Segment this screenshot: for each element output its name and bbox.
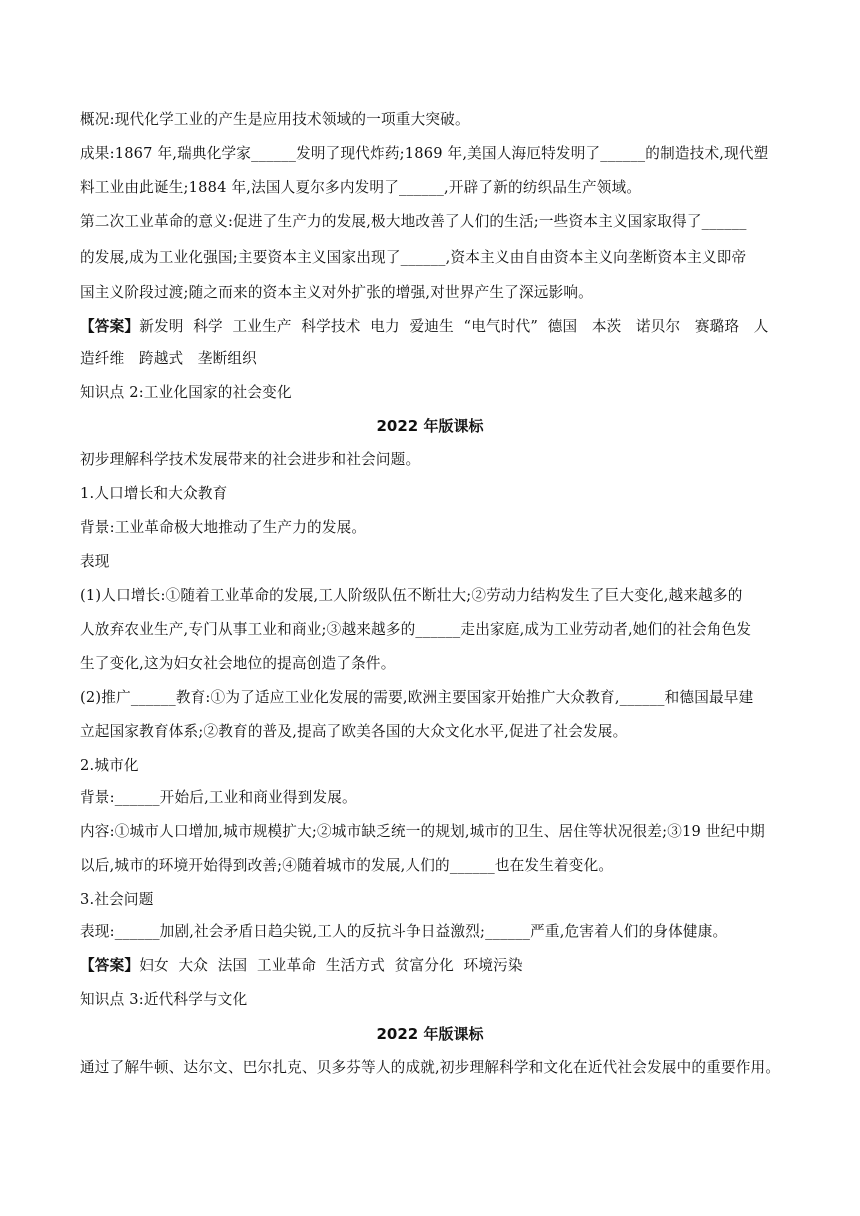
significance-line-1: 第二次工业革命的意义:促进了生产力的发展,极大地改善了人们的生活;一些资本主义国家取得了______ bbox=[80, 213, 747, 230]
overview-line: 概况:现代化学工业的产生是应用技术领域的一项重大突破。 bbox=[80, 111, 470, 128]
subheading-population: 1.人口增长和大众教育 bbox=[80, 485, 228, 502]
results-line-2: 料工业由此诞生;1884 年,法国人夏尔多内发明了______,开辟了新的纺织品生产领域。 bbox=[80, 179, 642, 196]
significance-line-2: 的发展,成为工业化强国;主要资本主义国家出现了______,资本主义由自由资本主义向垄断资本主义即帝 bbox=[80, 249, 747, 266]
results-line-1: 成果:1867 年,瑞典化学家______发明了现代炸药;1869 年,美国人海厄特发明了______的制造技术,现代塑 bbox=[80, 145, 769, 162]
background-line-1: 背景:工业革命极大地推动了生产力的发展。 bbox=[80, 519, 367, 536]
education-line-2: 立起国家教育体系;②教育的普及,提高了欧美各国的大众文化水平,促进了社会发展。 bbox=[80, 723, 628, 740]
section-heading-1: 2022 年版课标 bbox=[376, 417, 484, 435]
significance-line-3: 国主义阶段过渡;随之而来的资本主义对外扩张的增强,对世界产生了深远影响。 bbox=[80, 284, 593, 301]
answer-line-1 bbox=[80, 317, 769, 337]
answer-line-2: 造纤维 跨越式 垄断组织 bbox=[80, 350, 257, 367]
answer-text: 妇女 大众 法国 工业革命 生活方式 贫富分化 环境污染 bbox=[139, 957, 523, 974]
performance-label: 表现 bbox=[80, 553, 110, 570]
subheading-urbanization: 2.城市化 bbox=[80, 757, 139, 774]
answer-tag: 【答案】 bbox=[80, 957, 140, 974]
population-line-3: 生了变化,这为妇女社会地位的提高创造了条件。 bbox=[80, 655, 396, 672]
answer-line-3 bbox=[80, 956, 523, 976]
knowledge-point-2: 知识点 2:工业化国家的社会变化 bbox=[80, 384, 292, 401]
population-line-2: 人放弃农业生产,专门从事工业和商业;③越来越多的______走出家庭,成为工业劳动者,她们的社会角色发 bbox=[80, 621, 752, 638]
standard-line-1: 初步理解科学技术发展带来的社会进步和社会问题。 bbox=[80, 451, 421, 468]
background-line-2: 背景:______开始后,工业和商业得到发展。 bbox=[80, 789, 357, 806]
content-line-2: 以后,城市的环境开始得到改善;④随着城市的发展,人们的______也在发生着变化。 bbox=[80, 857, 614, 874]
answer-text: 新发明 科学 工业生产 科学技术 电力 爱迪生 “电气时代” 德国 本茨 诺贝尔 赛璐珞 人 bbox=[139, 318, 769, 335]
education-line-1: (2)推广______教育:①为了适应工业化发展的需要,欧洲主要国家开始推广大众教育,______和德国最早建 bbox=[80, 689, 754, 706]
population-line-1: (1)人口增长:①随着工业革命的发展,工人阶级队伍不断壮大;②劳动力结构发生了巨大变化,越来越多的 bbox=[80, 587, 743, 604]
problems-line: 表现:______加剧,社会矛盾日趋尖锐,工人的反抗斗争日益激烈;______严重,危害着人们的身体健康。 bbox=[80, 923, 728, 940]
subheading-social-problems: 3.社会问题 bbox=[80, 891, 154, 908]
knowledge-point-3: 知识点 3:近代科学与文化 bbox=[80, 991, 248, 1008]
answer-tag: 【答案】 bbox=[80, 318, 140, 335]
section-heading-2: 2022 年版课标 bbox=[376, 1025, 484, 1043]
content-line-1: 内容:①城市人口增加,城市规模扩大;②城市缺乏统一的规划,城市的卫生、居住等状况很差;③19 世纪中期 bbox=[80, 823, 765, 840]
standard-line-2: 通过了解牛顿、达尔文、巴尔扎克、贝多芬等人的成就,初步理解科学和文化在近代社会发展中的重要作用。 bbox=[80, 1059, 781, 1076]
